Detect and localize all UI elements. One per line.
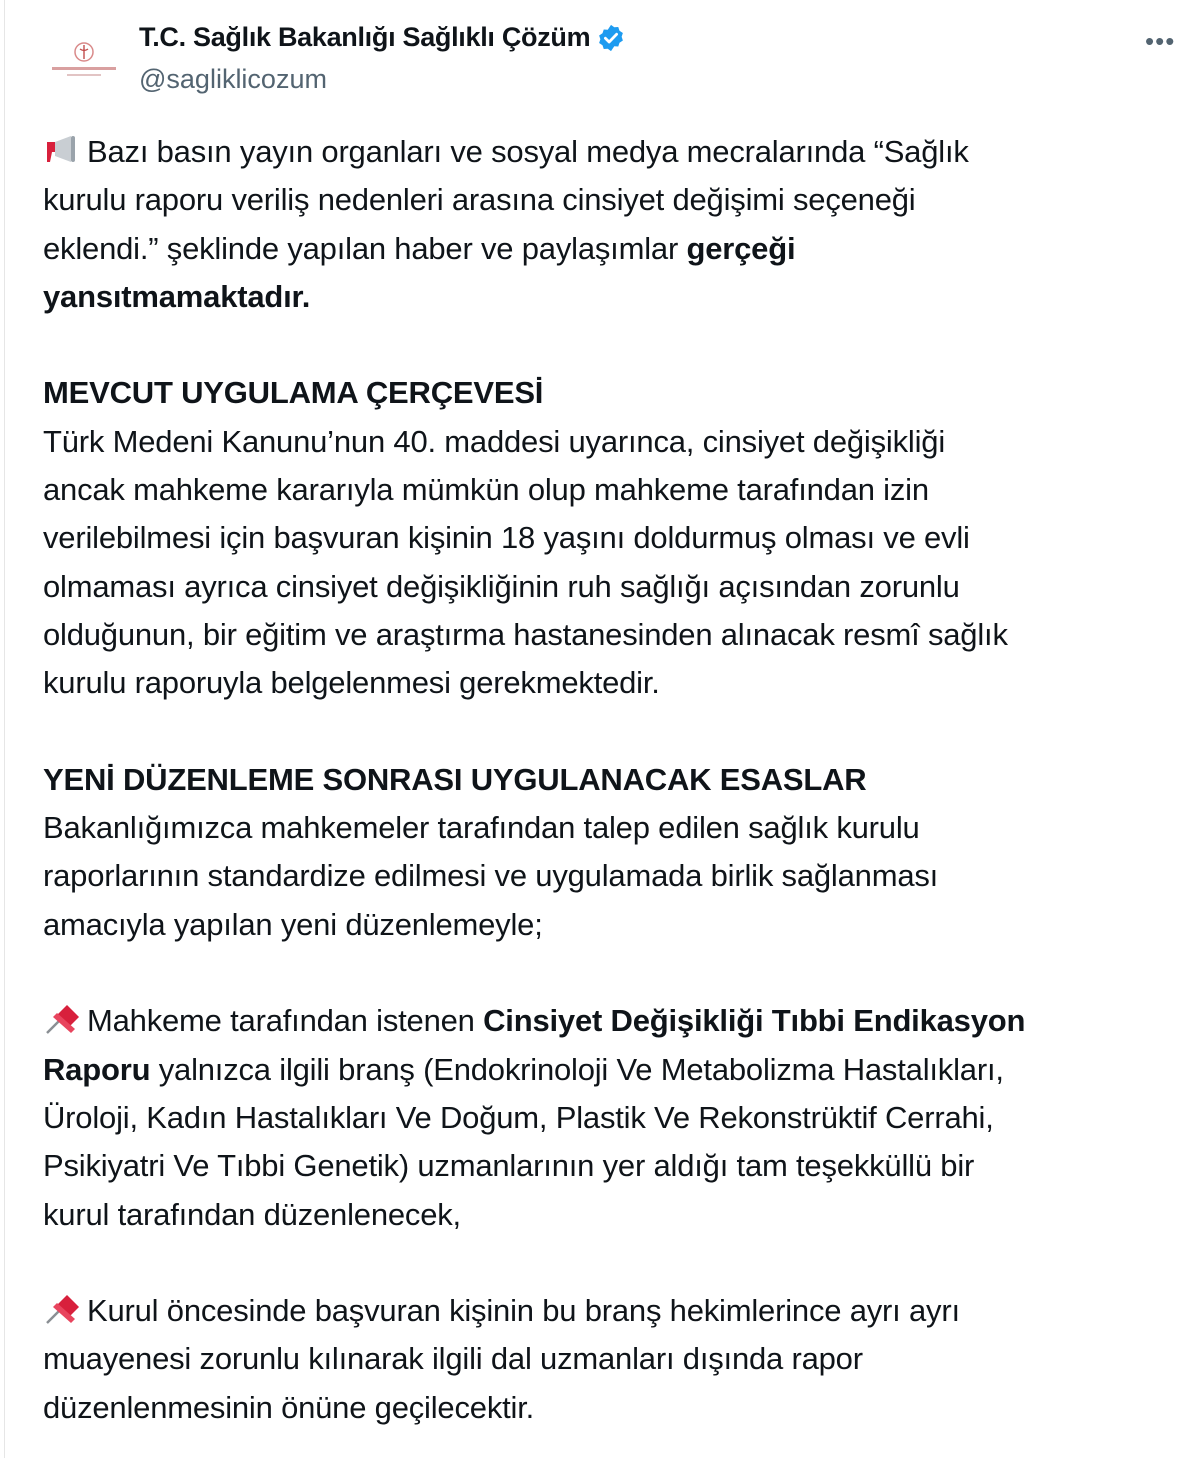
tweet-line xyxy=(43,176,1025,224)
tweet-line xyxy=(43,901,1025,949)
tweet-line xyxy=(43,128,1025,176)
tweet-line xyxy=(43,1239,1025,1287)
tweet-line xyxy=(43,321,1025,369)
bold-text: Raporu xyxy=(43,1051,151,1087)
bold-text: Cinsiyet Değişikliği Tıbbi Endikasyon xyxy=(483,1003,1026,1039)
display-name[interactable]: T.C. Sağlık Bakanlığı Sağlıklı Çözüm xyxy=(139,22,591,52)
text: Bakanlığımızca mahkemeler tarafından talep edilen sağlık kurulu xyxy=(43,810,920,846)
text: ancak mahkeme kararıyla mümkün olup mahkeme tarafından izin xyxy=(43,472,929,508)
text: raporlarının standardize edilmesi ve uygulamada birlik sağlanması xyxy=(43,858,939,894)
text: muayenesi zorunlu kılınarak ilgili dal uzmanları dışında rapor xyxy=(43,1341,863,1377)
tweet-line xyxy=(43,804,1025,852)
text: amacıyla yapılan yeni düzenlemeyle; xyxy=(43,906,543,942)
text: Psikiyatri Ve Tıbbi Genetik) uzmanlarının yer aldığı tam teşekküllü bir xyxy=(43,1148,975,1184)
tweet-text xyxy=(43,128,1025,1432)
tweet-line xyxy=(43,225,1025,273)
tweet-line xyxy=(43,659,1025,707)
tweet-line xyxy=(43,369,1025,417)
ministry-logo-icon xyxy=(49,36,119,106)
text: Mahkeme tarafından istenen xyxy=(87,1003,484,1039)
tweet-card xyxy=(4,0,1200,1458)
tweet-line xyxy=(43,1094,1025,1142)
tweet-line xyxy=(43,1384,1025,1432)
tweet-line xyxy=(43,949,1025,997)
text: olmaması ayrıca cinsiyet değişikliğinin ruh sağlığı açısından zorunlu xyxy=(43,568,960,604)
tweet-line xyxy=(43,273,1025,321)
tweet-line xyxy=(43,708,1025,756)
text: kurulu raporuyla belgelenmesi gerekmektedir. xyxy=(43,665,660,701)
more-options-button[interactable]: ••• xyxy=(1145,26,1176,56)
verified-badge-icon xyxy=(596,23,626,53)
tweet-line xyxy=(43,466,1025,514)
avatar[interactable] xyxy=(49,36,119,106)
text: yalnızca ilgili branş (Endokrinoloji Ve Metabolizma Hastalıkları, xyxy=(150,1051,1004,1087)
tweet-line xyxy=(43,1287,1025,1335)
text: Türk Medeni Kanunu’nun 40. maddesi uyarınca, cinsiyet değişikliği xyxy=(43,423,945,459)
text: olduğunun, bir eğitim ve araştırma hastanesinden alınacak resmî sağlık xyxy=(43,616,1008,652)
tweet-line xyxy=(43,1191,1025,1239)
megaphone-icon xyxy=(43,134,87,169)
tweet-line xyxy=(43,563,1025,611)
text: eklendi.” şeklinde yapılan haber ve paylaşımlar xyxy=(43,230,687,266)
tweet-line xyxy=(43,418,1025,466)
bold-text: yansıtmamaktadır. xyxy=(43,278,311,314)
tweet-line xyxy=(43,756,1025,804)
pushpin-icon xyxy=(43,1003,87,1038)
tweet-line xyxy=(43,1335,1025,1383)
tweet-line xyxy=(43,1142,1025,1190)
tweet-line xyxy=(43,611,1025,659)
tweet-line xyxy=(43,514,1025,562)
tweet-line xyxy=(43,997,1025,1045)
text: verilebilmesi için başvuran kişinin 18 yaşını doldurmuş olması ve evli xyxy=(43,520,970,556)
tweet-line xyxy=(43,852,1025,900)
text: kurulu raporu veriliş nedenleri arasına cinsiyet değişimi seçeneği xyxy=(43,182,916,218)
pushpin-icon xyxy=(43,1293,87,1328)
bold-text: gerçeği xyxy=(686,230,796,266)
tweet-line xyxy=(43,1046,1025,1094)
text: düzenlenmesinin önüne geçilecektir. xyxy=(43,1389,535,1425)
bold-text: MEVCUT UYGULAMA ÇERÇEVESİ xyxy=(43,375,544,411)
text: Üroloji, Kadın Hastalıkları Ve Doğum, Plastik Ve Rekonstrüktif Cerrahi, xyxy=(43,1099,994,1135)
account-name[interactable] xyxy=(139,22,626,53)
text: Bazı basın yayın organları ve sosyal medya mecralarında “Sağlık xyxy=(87,134,969,169)
text: Kurul öncesinde başvuran kişinin bu branş hekimlerince ayrı ayrı xyxy=(87,1293,960,1329)
text: kurul tarafından düzenlenecek, xyxy=(43,1196,461,1232)
account-handle[interactable]: @sagliklicozum xyxy=(139,64,327,94)
bold-text: YENİ DÜZENLEME SONRASI UYGULANACAK ESASLAR xyxy=(43,761,867,797)
